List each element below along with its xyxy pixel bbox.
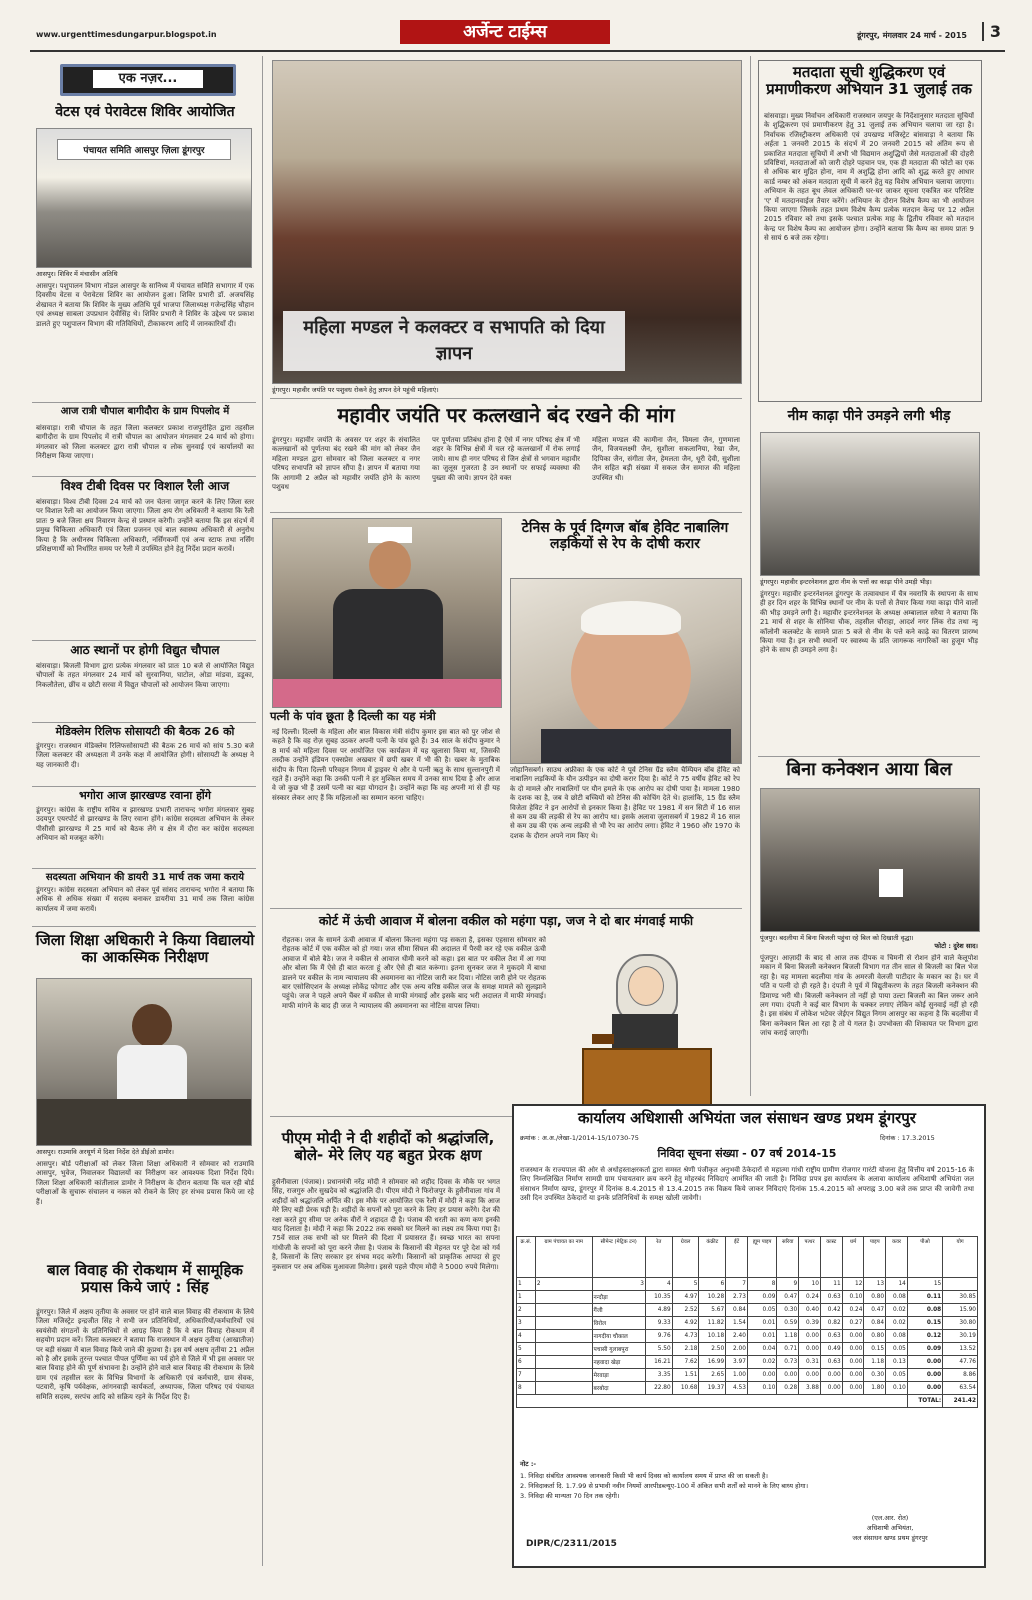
judge-gavel: [592, 1034, 614, 1044]
table-cell: 19.37: [699, 1382, 726, 1395]
hewitt-hair: [581, 601, 681, 635]
deo-body: आसपुर। बोर्ड परीक्षाओं को लेकर जिला शिक्षा अधिकारी ने सोमवार को राउमावि आसपुर, भुवेज, निवालकर विद्यालयों का निरीक्षण कर आवश्यक दिशा निर्देश दिये। जिला शिक्षा अधिकारी कांतीलाल डामोर ने निरीक्षण के दौरान बताया कि चल रही बोर्ड परीक्षाओं के सुचारू संचालन व नकल को रोकने के लिए हर संभव प्रयास किये जा रहे हैं।: [36, 1160, 254, 1206]
col-number: 1: [517, 1278, 536, 1291]
table-cell: 4.53: [726, 1382, 748, 1395]
vets-caption: आसपुर। शिविर में मंचासीन अतिथि: [36, 270, 118, 278]
table-cell: 0.00: [907, 1382, 942, 1395]
table-cell: 1.18: [777, 1330, 799, 1343]
tender-header: धर्म: [842, 1237, 864, 1278]
table-cell: 0.63: [820, 1356, 842, 1369]
table-cell: 0.02: [747, 1356, 777, 1369]
table-cell: 0.71: [777, 1343, 799, 1356]
chaupal2-headline: आठ स्थानों पर होगी विद्युत चौपाल: [70, 643, 220, 657]
tender-intro: राजस्थान के राज्यपाल की ओर से अधोहस्ताक्षरकर्ता द्वारा समस्त श्रेणी पंजीकृत अनुभवी ठेकेदारों से महात्मा गांधी राष्ट्रीय ग्रामीण रोजगार गारंटी योजना हेतु वित्तीय वर्ष 2015-16 के लिए निम्नलिखित निर्माण सामग्री ग्राम पंचायतवार क्रय करने हेतु मोहरबंद निविदाएं आमंत्रित की जाती है। निविदा प्रपत्र इस कार्यालय के अलावा कार्यालय अधिशाषी अभियंता जल संसाधन निर्माण खण्ड, डूंगरपुर में दिनांक 8.4.2015 से 13.4.2015 तक विक्रय किये जाकर निविदाएं दिनांक 15.4.2015 को अपराह्न 3.00 बजे तक प्राप्त की जावेगी तथा उसी दिन उपस्थित ठेकेदारों या इनके प्रतिनिधियों के समक्ष खोली जावेगी।: [520, 1166, 974, 1203]
tender-title: कार्यालय अधिशासी अभियंता जल संसाधन खण्ड प्रथम डूंगरपुर: [578, 1109, 916, 1127]
mahavir-body3: महिला मण्डल की कामीना जैन, विमला जैन, गुणमाला जैन, विजयलक्ष्मी जैन, सुशीला सकलानिया, रेखा जैन, दिपिका जैन, संगीता जैन, हेमलता जैन, धूरी देवी, सुशीला जैन सहित बड़ी संख्या में सकल जैन समाज की महिला उपस्थित थी।: [592, 436, 740, 482]
tender-header: सरिया: [777, 1237, 799, 1278]
table-cell: 0.00: [747, 1369, 777, 1382]
mahila-overlay: महिला मण्डल ने कलक्टर व सभापति को दिया ज्ञापन: [283, 311, 625, 371]
table-cell: 0.39: [799, 1317, 821, 1330]
table-cell: 0.63: [820, 1291, 842, 1304]
bill-caption: पूंजपुर। बदलीया में बिना बिजली पहुंचा रहे बिल को दिखाती वृद्धा।: [760, 934, 914, 942]
table-cell: 47.76: [943, 1356, 978, 1369]
vets-body: आसपुर। पशुपालन विभाग नोडल आसपुर के सानिध्य में पंचायत समिति सभागार में एक दिवसीय वेटस व पेरावेटस शिविर का आयोजन हुआ। शिविर प्रभारी डॉ. अजयसिंह शेखावत ने बताया कि शिविर के मुख्य अतिथि पूर्व भाजपा जिलाध्यक्ष गजेन्द्रसिंह चौहान एवं अध्यक्ष साबला उपप्रधान देवीसिंह थे। शिविर प्रभारी ने शिविर के उद्देश्य पर प्रकाश डालते हुए पशुपालन विभाग की गतिविधियों, टीकाकरण आदि में जानकारियाँ दी।: [36, 282, 254, 328]
minister-photo: [272, 518, 502, 708]
tennis-photo: [510, 578, 742, 764]
table-cell: 0.02: [886, 1304, 908, 1317]
tender-header: सीमेन्ट (मेट्रिक टन): [592, 1237, 645, 1278]
table-cell: 2.50: [699, 1343, 726, 1356]
tennis-body: जोहानिसबर्ग। साउथ अफ्रीका के एक कोर्ट ने पूर्व टेनिस ग्रैंड स्लैम चैम्पियन बॉब हेविट को नाबालिग लड़कियों के यौन उत्पीड़न का दोषी करार दिया है। कोर्ट ने 75 वर्षीय हेविट को रेप के दो मामले और नाबालिगों पर यौन हमले के एक आरोप का दोषी पाया है। मामला 1980 के दशक का है, जब वे छोटी बच्चियों को टेनिस की कोचिंग देते थे। हालांकि, 15 ग्रैंड स्लैम विजेता हेविट ने इन आरोपों से इनकार किया है। हेविट पर 1981 में सन सिटी में 16 साल से कम उम्र की लड़की से रेप का आरोप था। इसके अलावा जुलासबर्ग में 1982 में 16 साल से कम उम्र की एक अन्य लड़की से भी रेप का आरोप लगा। हेविट ने 1960 और 1970 के दशक के दौरान अपने नाम किए थे।: [510, 766, 740, 840]
table-cell: 30.85: [943, 1291, 978, 1304]
table-cell: 5.50: [645, 1343, 672, 1356]
table-cell: 4: [517, 1330, 536, 1343]
table-cell: 0.04: [747, 1343, 777, 1356]
page-number: 3: [982, 22, 1001, 41]
tender-header: ग्राम पंचायत का नाम: [535, 1237, 592, 1278]
table-cell: 5: [517, 1343, 536, 1356]
deo-caption: आसपुर। राउमावि अरथूर्ण में दिशा निर्देश देते डीईओ डामोर।: [36, 1148, 174, 1156]
chaupal2-body: बांसवाड़ा। बिजली विभाग द्वारा प्रत्येक मंगलवार को प्रातः 10 बजे से आयोजित विद्युत चौपालों के तहत मंगलवार 24 मार्च को सुरवानिया, घाटोल, ओडा मांडवा, डडूका, निकलौतेला, छींच व छोटी सरवा में विद्युत चौपालों को आयोजन किया जाएगा।: [36, 662, 254, 689]
table-cell: 0.24: [799, 1291, 821, 1304]
table-cell: 0.82: [820, 1317, 842, 1330]
tender-ref: क्रमांक : अ.अ./लेखा-1/2014-15/10730-75: [520, 1134, 639, 1142]
table-cell: 2: [517, 1304, 536, 1317]
vets-headline: वेटस एवं पेरावेटस शिविर आयोजित: [55, 104, 235, 120]
table-cell: 0.73: [777, 1356, 799, 1369]
bhagoria-body: डूंगरपुर। कांग्रेस के राष्ट्रीय सचिव व झारखण्ड प्रभारी ताराचन्द भगोरा मंगलवार सुबह उदयपुर एयरपोर्ट से झारखण्ड के लिए रवाना होंगे। कांग्रेस सदस्यता अभियान के लेकर पीसीसी झारखण्ड में 25 मार्च को बैठक लेंगे व क्षेत्र में दौरा कर कांग्रेस सदस्यता अभियान को मजबूत करेंगे।: [36, 806, 254, 843]
minister-face: [369, 541, 411, 589]
tb-body: बांसवाड़ा। विश्व टीबी दिवस 24 मार्च को जन चेतना जागृत करने के लिए जिला स्तर पर विशाल रैली का आयोजन किया जाएगा। जिला क्षय रोग अधिकारी ने बताया कि रैली प्रातः 9 बजे जिला क्षय निवारण केन्द्र से प्रस्थान करेगी। उन्होंने बताया कि इस संदर्भ में प्रमुख चिकित्सा अधिकारी एवं जिला प्रजनन एवं बाल स्वास्थ्य अधिकारी से अनुरोध किया है कि अधीनस्थ चिकित्सा अधिकारी, नर्सिंगकर्मी एवं अन्य स्टाफ तथा नर्सिंग प्रशिक्षणार्थी को निर्धारित समय पर रैली में उपस्थित होने हेतु निर्देश प्रदान करावें।: [36, 498, 254, 554]
table-cell: 0.31: [799, 1356, 821, 1369]
table-cell: 10.28: [699, 1291, 726, 1304]
table-cell: 5.67: [699, 1304, 726, 1317]
court-headline: कोर्ट में ऊंची आवाज में बोलना वकील को महंगा पड़ा, जज ने दो बार मंगवाई माफी: [318, 913, 694, 928]
deo-person: [132, 1004, 172, 1048]
col-number: 10: [799, 1278, 821, 1291]
table-cell: 1.80: [864, 1382, 886, 1395]
table-cell: 1.51: [672, 1369, 699, 1382]
total-value: 241.42: [943, 1395, 978, 1408]
table-cell: 0.84: [726, 1304, 748, 1317]
col-number: 14: [886, 1278, 908, 1291]
table-cell: 0.59: [777, 1317, 799, 1330]
table-cell: 0.00: [777, 1369, 799, 1382]
table-cell: 0.00: [842, 1369, 864, 1382]
table-cell: 8: [517, 1382, 536, 1395]
table-cell: 0.24: [842, 1304, 864, 1317]
neem-body: डूंगरपुर। महावीर इन्टरनेशनल डूंगरपुर के तत्वावधान में चैत्र नवरात्रि के स्थापना के साथ ही हर दिन शहर के विभिन्न स्थानों पर नीम के पत्तों से तैयार किया गया काढ़ा पीने वालों की भीड़ उमड़ने लगी है। महावीर इन्टरनेशनल के अध्यक्ष अम्बालाल सरैया ने बताया कि 21 मार्च से शहर के सोनिया चौक, तहसील चौराहा, आदर्श नगर लिंक रोड तथा न्यू कॉलोनी कलक्टेट के सामने प्रातः 5 बजे से नीम के पत्ते कने काढ़े का वितरण प्रारम्भ किया गया है। इन सभी स्थानों पर स्वास्थ्य के प्रति जागरूक नागरिकों का हुजूम भीड़ होने के साथ ही उमड़ने लगा है।: [760, 590, 978, 655]
table-cell: 0.08: [886, 1330, 908, 1343]
table-cell: 10.68: [672, 1382, 699, 1395]
table-cell: 4.92: [672, 1317, 699, 1330]
vets-photo: [36, 128, 252, 268]
table-cell: 30.80: [943, 1317, 978, 1330]
panchayat-name: नहवादा खेड़ा: [592, 1356, 645, 1369]
table-cell: 11.82: [699, 1317, 726, 1330]
table-cell: 0.00: [820, 1369, 842, 1382]
table-row: [517, 1291, 978, 1304]
table-row: [517, 1343, 978, 1356]
table-row: [517, 1317, 978, 1330]
col-number: 2: [535, 1278, 592, 1291]
table-cell: 10.18: [699, 1330, 726, 1343]
table-cell: 1.54: [726, 1317, 748, 1330]
tender-signatory: (एल.आर. रोत): [871, 1514, 909, 1522]
tender-date: दिनांक : 17.3.2015: [880, 1134, 935, 1142]
table-cell: 3.88: [799, 1382, 821, 1395]
table-cell: 2.52: [672, 1304, 699, 1317]
table-cell: 0.01: [747, 1317, 777, 1330]
masthead-dateline: डूंगरपुर, मंगलवार 24 मार्च - 2015: [857, 31, 967, 40]
hewitt-suit: [541, 729, 731, 763]
table-cell: 0.12: [907, 1330, 942, 1343]
neem-headline: नीम काढ़ा पीने उमड़ने लगी भीड़: [787, 408, 951, 424]
col-number: 15: [907, 1278, 942, 1291]
mediclaim-headline: मेडिक्लेम रिलिफ सोसायटी की बैठक 26 को: [55, 725, 235, 738]
vets-banner: पंचायत समिति आसपुर ज़िला डूंगरपुर: [57, 139, 231, 160]
tender-header: रेत: [645, 1237, 672, 1278]
panchayat-name: पचासी गुलाबपुरा: [592, 1343, 645, 1356]
bill-photo: [760, 788, 980, 932]
tender-header-row: [517, 1237, 978, 1278]
bill-paper: [879, 869, 903, 897]
table-cell: 22.80: [645, 1382, 672, 1395]
table-cell: 0.00: [842, 1343, 864, 1356]
table-cell: 7.62: [672, 1356, 699, 1369]
table-cell: 9.33: [645, 1317, 672, 1330]
table-cell: 16.21: [645, 1356, 672, 1369]
tender-colnum-row: [517, 1278, 978, 1291]
tender-signatory-office: जल संसाधन खण्ड प्रथम डूंगरपुर: [852, 1534, 928, 1542]
table-cell: 2.00: [726, 1343, 748, 1356]
tender-header: पाइप: [864, 1237, 886, 1278]
mahila-photo: [272, 60, 742, 384]
table-cell: 0.47: [864, 1304, 886, 1317]
table-cell: 0.47: [777, 1291, 799, 1304]
bill-headline: बिना कनेक्शन आया बिल: [786, 759, 952, 780]
panchayat-name: बरबोदा: [592, 1382, 645, 1395]
table-cell: 0.84: [864, 1317, 886, 1330]
table-cell: 0.08: [886, 1291, 908, 1304]
deo-headline: जिला शिक्षा अधिकारी ने किया विद्यालयो का आकस्मिक निरीक्षण: [35, 931, 255, 967]
col-number: 8: [747, 1278, 777, 1291]
table-cell: 0.00: [907, 1369, 942, 1382]
tender-note: 1. निविदा संबंधित आवश्यक जानकारी किसी भी कार्य दिवस को कार्यालय समय में प्राप्त की जा सकती है।: [520, 1472, 768, 1480]
diary-body: डूंगरपुर। कांग्रेस सदस्यता अभियान को लेकर पूर्व सांसद ताराचन्द भगोरा ने बताया कि अधिक से अधिक संख्या में सदस्य बनाकर डायरीया 31 मार्च तक जिला कांग्रेस कार्यालय में जमा करायें।: [36, 886, 254, 913]
table-cell: 0.11: [907, 1291, 942, 1304]
table-cell: 2.73: [726, 1291, 748, 1304]
child-marriage-headline: बाल विवाह की रोकथाम में सामूहिक प्रयास किये जाएं : सिंह: [47, 1261, 243, 1297]
col-number: 11: [820, 1278, 842, 1291]
mahavir-body1: डूंगरपुर। महावीर जयंति के अवसर पर शहर के संचालित कत्लखानों को पूर्णतया बंद रखने की मांग को लेकर जैन महिला मण्डल द्वारा सोमवार को जिला कलक्टर व नगर परिषद सभापति को ज्ञापन सौंपा है। ज्ञापन में बताया गया कि आगामी 2 अप्रैल को महावीर जयंति होने के कारण पशुवध: [272, 436, 420, 492]
minister-flowers: [273, 679, 501, 707]
panchayat-name: नागदीया चौकाल: [592, 1330, 645, 1343]
tennis-headline: टेनिस के पूर्व दिग्गज बॉब हेविट नाबालिग लड़कियों से रेप के दोषी करार: [521, 520, 729, 553]
table-cell: 0.00: [820, 1382, 842, 1395]
table-cell: 0.15: [907, 1317, 942, 1330]
table-cell: 0.49: [820, 1343, 842, 1356]
deo-photo: [36, 978, 252, 1146]
tender-table-wrap: [516, 1236, 978, 1408]
tender-header: ईंटें: [726, 1237, 748, 1278]
panchayat-name: मेरवाड़ा: [592, 1369, 645, 1382]
table-cell: 0.00: [799, 1330, 821, 1343]
court-body: रोहतक। जज के सामने ऊंची आवाज में बोलना कितना महंगा पड़ सकता है, इसका एहसास सोमवार को रोहतक कोर्ट में एक वकील को हो गया। जज सीमा सिंघल की अदालत में पैरवी कर रहे एक वकील ऊंची आवाज में बोले बैठे। जज ने वकील से आवाज धीमी करने को कहा। इस बात पर वकील तैश में आ गया और बोला कि मैं ऐसे ही बात करता हूं और ऐसे ही बात करूंगा। इतना सुनकर जज ने मुकदमे में बाधा डालने पर वकील के नाम न्यायालय की अवमानना का नोटिस जारी कर दिया। नोटिस जारी होने पर रोहतक बार एसोसिएशन के अध्यक्ष लोकेंद्र फोगाट और एक अन्य वरिष्ठ वकील जज के समक्ष मामले को सुलझाने पहुंचे। जज ने पहले अपने चैंबर में वकील से माफी मंगवाई और इसके बाद भरी अदालत में माफी मंगवाई। माफी मांगने के बाद ही जज ने न्यायालय की अवमानना का नोटिस वापस लिया।: [282, 936, 546, 1010]
table-cell: 0.00: [842, 1382, 864, 1395]
table-cell: 0.40: [799, 1304, 821, 1317]
chaupal-body: बांसवाड़ा। रात्री चौपाल के तहत जिला कलक्टर प्रकाश राजपुरोहित द्वारा तहसील बागीदौरा के ग्राम पिपलोद में रात्री चौपाल का आयोजन मंगलवार 24 मार्च को होगा। मंगलवार को जिला कलक्टर द्वारा रात्री चौपाल व लोक सुनवाई एवं कार्यालयों का निरीक्षण किया जाएगा।: [36, 424, 254, 461]
mahavir-headline: महावीर जयंति पर कत्लखाने बंद रखने की मांग: [337, 403, 675, 427]
table-cell: 63.54: [943, 1382, 978, 1395]
table-cell: 30.19: [943, 1330, 978, 1343]
tender-header: ह्यूम पाइप: [747, 1237, 777, 1278]
table-cell: 0.00: [799, 1369, 821, 1382]
tender-note: 3. निविदा की मान्यता 70 दिन तक रहेगी।: [520, 1492, 620, 1500]
tender-header: पीओ: [907, 1237, 942, 1278]
judge-illustration: [552, 938, 738, 1108]
table-cell: 0.00: [907, 1356, 942, 1369]
table-cell: 9.76: [645, 1330, 672, 1343]
masthead-url[interactable]: www.urgenttimesdungarpur.blogspot.in: [36, 30, 217, 39]
masthead: [30, 20, 1005, 52]
table-cell: 3.35: [645, 1369, 672, 1382]
col-number: 13: [864, 1278, 886, 1291]
mahila-caption: डूंगरपुर। महावीर जयंति पर पशुवध रोकने हेतु ज्ञापन देने पहुंची महिलाएं।: [272, 386, 439, 394]
table-cell: 3: [517, 1317, 536, 1330]
tender-total-row: [517, 1395, 978, 1408]
col-number: 7: [726, 1278, 748, 1291]
judge-face: [628, 966, 664, 1006]
table-cell: 0.00: [842, 1330, 864, 1343]
tender-header: योग: [943, 1237, 978, 1278]
table-cell: 0.42: [820, 1304, 842, 1317]
table-cell: 0.80: [864, 1330, 886, 1343]
section-tag: एक नज़र...: [60, 64, 236, 96]
table-cell: 0.05: [747, 1304, 777, 1317]
table-cell: 2.65: [699, 1369, 726, 1382]
table-cell: 4.97: [672, 1291, 699, 1304]
panchayat-name: गैंजी: [592, 1304, 645, 1317]
tender-rows: [517, 1291, 978, 1395]
tender-header: क्र.सं.: [517, 1237, 536, 1278]
col-number: 12: [842, 1278, 864, 1291]
tender-note: 2. निविदाकर्ता दि. 1.7.99 से प्रभावी नवीन नियमों आरपीडब्ल्यूए-100 में अंकित सभी शर्तों को मानने के लिए बाध्य होगा।: [520, 1482, 809, 1490]
mahavir-body2: पर पूर्णतया प्रतिबंध होना है ऐसे में नगर परिषद क्षेत्र में भी शहर के विभिन्न क्षेत्रों में चल रहे कत्लखानों में रोक लगाई जाये। साथ ही नगर परिषद से जिन क्षेत्रों से भगवान महावीर का जुलूस गुजरता है उन स्थानों पर सफाई व्यवस्था की पुख्ता की जाये। ज्ञापन देते वक्त: [432, 436, 580, 482]
deo-person-body: [117, 1045, 187, 1105]
table-cell: 1.00: [726, 1369, 748, 1382]
total-label: TOTAL:: [907, 1395, 942, 1408]
table-cell: 0.00: [799, 1343, 821, 1356]
tender-header: कास्ट: [820, 1237, 842, 1278]
tender-header: कवर: [886, 1237, 908, 1278]
table-row: [517, 1356, 978, 1369]
table-cell: 0.13: [886, 1356, 908, 1369]
table-row: [517, 1382, 978, 1395]
panchayat-name: नन्दौड़ा: [592, 1291, 645, 1304]
table-cell: 4.89: [645, 1304, 672, 1317]
table-cell: 0.10: [747, 1382, 777, 1395]
child-marriage-body: डूंगरपुर। जिले में अक्षय तृतीया के अवसर पर होने वाले बाल विवाह की रोकथाम के लिये जिला मजिस्ट्रेट इन्द्रजीत सिंह ने सभी जन प्रतिनिधियों, अधिकारियों/कर्मचारियों एवं स्वयंसेवी संगठनों के प्रतिनिधियों से आग्रह किया है कि वे बाल विवाह रोकथाम में सहयोग प्रदान करें। जिला कलक्टर ने बताया कि राजस्थान में अक्षय तृतीया (आखातीज) पर बड़ी संख्या में बाल विवाह किये जाने की कुप्रथा है। इस वर्ष अक्षय तृतीया 21 अप्रैल को है और इसके तुरन्त पश्चात पीपल पूर्णिमा का पर्व होने से जिले में भी इस अवसर पर बाल विवाह होने की पूर्ण संभावना है। उन्होंने होने वाले बाल विवाह की रोकथाम के लिये ग्राम एवं तहसील स्तर के विभिन्न विभागों के अधिकारी एवं कर्मचारी, ग्राम सेवक, पटवारी, कृषि पर्यवेक्षक, आंगनवाड़ी कार्यकर्ता, अध्यापक, जिला परिषद एवं पंचायत समिति सदस्य, सरपंच आदि को सक्रिय रहने के निर्देश दिए हैं।: [36, 1308, 254, 1401]
tender-signatory-title: अधिशाषी अभियंता,: [866, 1524, 914, 1532]
chaupal-headline: आज रात्री चौपाल बागीदौरा के ग्राम पिपलोद में: [60, 406, 230, 417]
table-cell: 2.40: [726, 1330, 748, 1343]
neem-photo: [760, 432, 980, 576]
table-cell: 0.15: [864, 1343, 886, 1356]
bill-photo-credit: फोटो : दुरेश साद।: [934, 942, 978, 950]
table-cell: 0.02: [886, 1317, 908, 1330]
table-cell: 6: [517, 1356, 536, 1369]
deo-desk: [37, 1099, 251, 1145]
mediclaim-body: डूंगरपुर। राजस्थान मेडिक्लेम रिलिफसोसायटी की बैठक 26 मार्च को सांय 5.30 बजे जिला कलक्टर की अध्यक्षता में उनके कक्ष में आयोजित होगी। सोसायटी के अध्यक्ष ने यह जानकारी दी।: [36, 742, 254, 769]
col-number: 9: [777, 1278, 799, 1291]
modi-body: हुसैनीवाला (पंजाब)। प्रधानमंत्री नरेंद्र मोदी ने सोमवार को शहीद दिवस के मौके पर भगत सिंह, राजगुरु और सुखदेव को श्रद्धांजलि दी। पीएम मोदी ने फिरोजपुर के हुसैनीवाला गांव में शहीदों को श्रद्धांजलि अर्पित की। इस मौके पर आयोजित एक रैली में मोदी ने कहा कि आज मेरे लिए बड़ी प्रेरक घड़ी है। शहीदों के सपनों को पूरा करने के लिए हर प्रयास करेंगे। देश की रक्षा करते हुए सीमा पर अनेक वीरों ने शहादत दी है। पंजाब की धरती का कण कण इनकी याद दिलाता है। मोदी ने कहा कि 2022 तक सबको घर मिलने का लक्ष्य तय किया गया है। 75वें साल तक सभी को घर मिलने की दिशा में प्रयासरत हैं। स्वच्छ भारत का सपना गांधीजी के सपनों को पूरा करने जैसा है। पंजाब के किसानों की मेहनत पर पूरे देश को गर्व है, किसानों के लिए सरकार हर संभव मदद करेगी। किसानों को प्राकृतिक आपदा से हुए नुकसान पर अब अधिक मुआवजा मिलेगा। इससे पहले पीएम मोदी ने 5000 रुपये मिलेगा।: [272, 1178, 500, 1271]
col-number: 3: [592, 1278, 645, 1291]
table-cell: 2.18: [672, 1343, 699, 1356]
minister-body: [333, 589, 443, 679]
table-cell: 0.30: [777, 1304, 799, 1317]
panchayat-name: विरोल: [592, 1317, 645, 1330]
neem-caption: डूंगरपुर। महावीर इन्टरनेशनल द्वारा नीम के पत्तों का काढ़ा पीने उमड़ी भीड़।: [760, 578, 932, 586]
tb-headline: विश्व टीबी दिवस पर विशाल रैली आज: [60, 479, 230, 493]
table-cell: 0.30: [864, 1369, 886, 1382]
tender-header: पत्थर: [799, 1237, 821, 1278]
table-cell: 3.97: [726, 1356, 748, 1369]
tender-header: कंक्रीट: [699, 1237, 726, 1278]
minister-body: नई दिल्ली। दिल्ली के महिला और बाल विकास मंत्री संदीप कुमार इस बात को पुर जोश से कहते है कि वह रोज़ सुबह उठकर अपनी पत्नी के पांव छूते हैं। 34 साल के संदीप कुमार ने 8 मार्च को महिला दिवस पर आयोजित एक कार्यक्रम में यह खुलासा किया था, जिसकी तस्दीक उन्होंने इंडियन एक्सप्रेस अखबार में छपी खबर में भी की है। खबर के मुताबिक संदीप के पिता दिल्ली परिवहन निगम में ड्राइवर थे और वे पत्नी ऋतु के साथ सुल्तानपुरी में रहते हैं। उन्होंने कहा कि उनकी पत्नी ने हर मुश्किल समय में उनका साथ दिया है और आज वे जो कुछ भी हैं उसमें पत्नी का बड़ा योगदान है। उन्होंने कहा कि वह अपनी मां से ही यह संस्कार लेकर आए हैं कि महिलाओं का सम्मान करना चाहिए।: [272, 728, 500, 802]
tender-notes-title: नोट :-: [520, 1460, 537, 1468]
col-number: 4: [645, 1278, 672, 1291]
table-row: [517, 1304, 978, 1317]
table-cell: 0.10: [842, 1291, 864, 1304]
table-cell: 0.05: [886, 1369, 908, 1382]
table-cell: 0.10: [886, 1382, 908, 1395]
table-cell: 8.86: [943, 1369, 978, 1382]
table-cell: 15.90: [943, 1304, 978, 1317]
col-number: 5: [672, 1278, 699, 1291]
voter-body: बांसवाड़ा। मुख्य निर्वाचन अधिकारी राजस्थान जयपुर के निर्देशानुसार मतदाता सूचियों के शुद्धिकरण एवं प्रमाणीकरण हेतु 31 जुलाई तक अभियान चलाया जा रहा है। निर्वाचक रजिस्ट्रीकरण अधिकारी एवं उपखण्ड मजिस्ट्रेट बांसवाड़ा ने बताया कि अर्हता 1 जनवरी 2015 के संदर्भ में 20 जनवरी 2015 को अंतिम रूप से प्रकाशित मतदाता सूचियों में अभी भी विद्यमान अशुद्धियों जैसे मतदाताओं की दोहरी प्रविष्टियां, मतदाताओं को जारी दोहरे पहचान पत्र, एक ही मतदाता की फोटो का एक से अधिक बार मुद्रित होना, नाम में अशुद्धि होना आदि को शुद्ध करते हुए आधार कार्ड नम्बर को अंकन मतदाता सूची में करने हेतु यह विशेष अभियान चलाया जाएगा। अभियान के तहत बूथ लेवल अधिकारी घर-घर जाकर सूचना एकत्रित कर परिशिष्ट 'ए' में मतदानवाईज तैयार करेंगे। अभियान के दौरान विशेष कैम्प का भी आयोजन किया जाएगा जिसके तहत प्रथम विशेष कैम्प प्रत्येक मतदान केन्द्र पर 12 अप्रैल 2015 रविवार को तथा इसके पश्चात प्रत्येक माह के द्वितीय रविवार को मतदान केन्द्र पर विशेष कैम्प का आयोजन होगा। उन्होंने बताया कि कैम्प का समय प्रातः 9 से सायं 6 बजे तक रहेगा।: [764, 112, 974, 243]
table-cell: 0.28: [777, 1382, 799, 1395]
col-number: 6: [699, 1278, 726, 1291]
judge-bench: [582, 1048, 712, 1108]
table-cell: 0.09: [747, 1291, 777, 1304]
table-cell: 0.01: [747, 1330, 777, 1343]
modi-headline: पीएम मोदी ने दी शहीदों को श्रद्धांजलि, बोले- मेरे लिए यह बहुत प्रेरक क्षण: [281, 1129, 495, 1165]
table-cell: 0.00: [842, 1356, 864, 1369]
tender-header: ग्रेवल: [672, 1237, 699, 1278]
tender-dipr: DIPR/C/2311/2015: [526, 1539, 617, 1549]
voter-headline: मतदाता सूची शुद्धिकरण एवं प्रमाणीकरण अभियान 31 जुलाई तक: [766, 63, 972, 99]
table-row: [517, 1369, 978, 1382]
table-cell: 0.27: [842, 1317, 864, 1330]
table-cell: 1.18: [864, 1356, 886, 1369]
bhagoria-headline: भगोरा आज झारखण्ड रवाना होंगे: [79, 789, 211, 802]
table-cell: 0.08: [907, 1304, 942, 1317]
table-cell: 0.05: [886, 1343, 908, 1356]
bill-body: पूंजपुर। आज़ादी के बाद से आज तक दीपक व चिमनी से रोशन होने वाले केलूपोश मकान में बिना बिजली कनेक्शन बिजली विभाग गत तीन साल से बिजली का बिल भेज रहा है। यह मामला बदलीया गांव के अमरजी वेलजी पाटीदार के मकान का है। घर में पति व पत्नी दो ही रहते है। दंपती ने पूर्व में विद्युतीकरण के तहत बिजली कनेक्शन की डिमाण्ड भरी थी। बिजली कनेक्शन तो नहीं हो पाया उल्टा बिजली का बिल जरूर आने लग गया। दंपती ने कई बार विभाग के चक्कर लगाए लेकिन कोई सुनवाई नहीं हो रही है। इस संबंध में लोकेश भटेवर जेईएन विद्युत निगम आसपुर का कहना है कि बदलीया में बिना कनेक्शन बिल आ रहा है तो ये गलत है। उपभोक्ता की शिकायत पर विभाग द्वारा जांच कराई जाएगी।: [760, 954, 978, 1038]
masthead-title: अर्जेन्ट टाईम्स: [400, 20, 610, 44]
table-cell: 0.09: [907, 1343, 942, 1356]
table-cell: 16.99: [699, 1356, 726, 1369]
table-row: [517, 1330, 978, 1343]
table-cell: 7: [517, 1369, 536, 1382]
table-cell: 0.63: [820, 1330, 842, 1343]
table-cell: 1: [517, 1291, 536, 1304]
tender-notice: निविदा सूचना संख्या - 07 वर्ष 2014-15: [657, 1147, 837, 1160]
diary-headline: सदस्यता अभियान की डायरी 31 मार्च तक जमा कराये: [45, 872, 245, 883]
table-cell: 0.80: [864, 1291, 886, 1304]
tender-table: [516, 1236, 978, 1408]
table-cell: 4.73: [672, 1330, 699, 1343]
minister-headline: पत्नी के पांव छूता है दिल्ली का यह मंत्री: [270, 709, 436, 723]
table-cell: 13.52: [943, 1343, 978, 1356]
table-cell: 10.35: [645, 1291, 672, 1304]
